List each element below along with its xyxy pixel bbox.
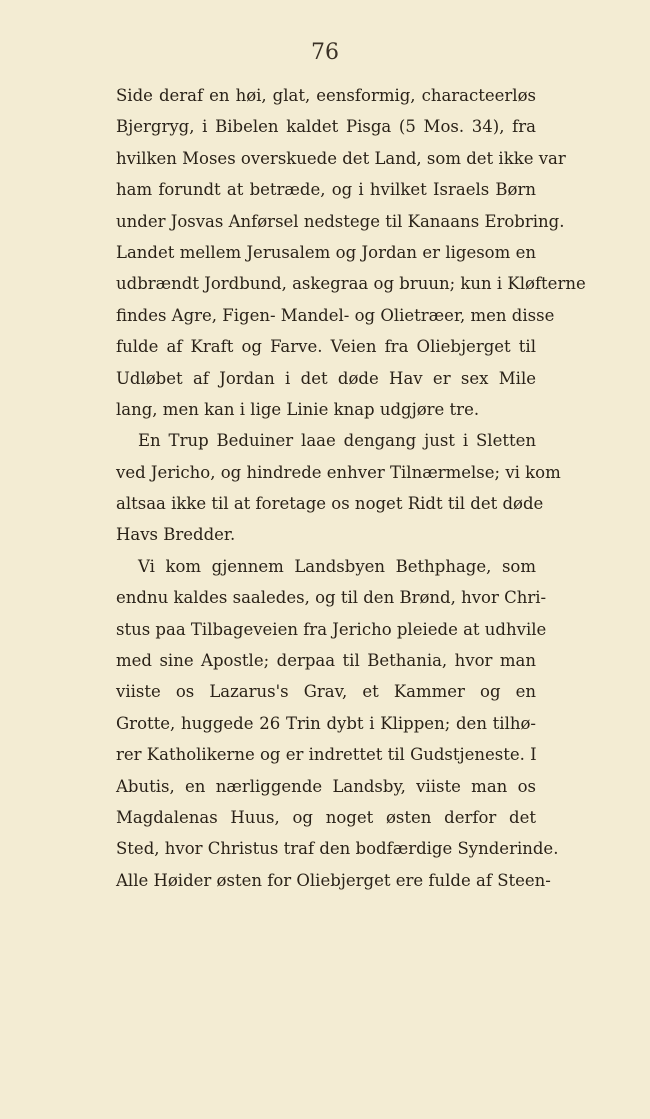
text-line: Abutis, en nærliggende Landsby, viiste man os [116, 776, 536, 796]
text-line: En Trup Beduiner laae dengang just i Sletten [138, 431, 536, 451]
text-line: med sine Apostle; derpaa til Bethania, hvor man [116, 651, 536, 671]
text-line: stus paa Tilbageveien fra Jericho pleiede at udhvile [116, 619, 547, 639]
text-line: altsaa ikke til at foretage os noget Ridt til det døde [116, 494, 544, 514]
text-line: Magdalenas Huus, og noget østen derfor det [116, 807, 536, 827]
text-line: Alle Høider østen for Oliebjerget ere fulde af Steen- [116, 870, 551, 890]
text-line: Udløbet af Jordan i det døde Hav er sex Mile [116, 368, 536, 388]
text-line: Landet mellem Jerusalem og Jordan er ligesom en [116, 242, 536, 262]
text-line: lang, men kan i lige Linie knap udgjøre tre. [116, 399, 480, 419]
text-line: ved Jericho, og hindrede enhver Tilnærmelse; vi kom [116, 462, 561, 482]
text-line: fulde af Kraft og Farve. Veien fra Oliebjerget til [116, 337, 536, 357]
text-line: Vi kom gjennem Landsbyen Bethphage, som [138, 556, 536, 576]
text-line: udbrændt Jordbund, askegraa og bruun; kun i Kløfterne [116, 274, 586, 294]
text-line: Grotte, huggede 26 Trin dybt i Klippen; den tilhø- [116, 713, 536, 733]
text-line: under Josvas Anførsel nedstege til Kanaans Erobring. [116, 211, 565, 231]
text-line: findes Agre, Figen- Mandel- og Olietræer, men disse [116, 305, 555, 325]
text-line: Havs Bredder. [116, 525, 236, 545]
text-line: hvilken Moses overskuede det Land, som det ikke var [116, 148, 566, 168]
body-text [116, 80, 586, 896]
text-line: endnu kaldes saaledes, og til den Brønd, hvor Chri- [116, 588, 547, 608]
text-line: Side deraf en høi, glat, eensformig, characteerløs [116, 86, 536, 105]
text-line: viiste os Lazarus's Grav, et Kammer og en [116, 682, 536, 702]
page-number: 76 [311, 40, 339, 65]
text-line: rer Katholikerne og er indrettet til Gudstjeneste. I [116, 745, 537, 765]
text-line: Sted, hvor Christus traf den bodfærdige Synderinde. [116, 839, 559, 859]
text-line: ham forundt at betræde, og i hvilket Israels Børn [116, 180, 536, 200]
text-line: Bjergryg, i Bibelen kaldet Pisga (5 Mos. 34), fra [116, 117, 536, 137]
